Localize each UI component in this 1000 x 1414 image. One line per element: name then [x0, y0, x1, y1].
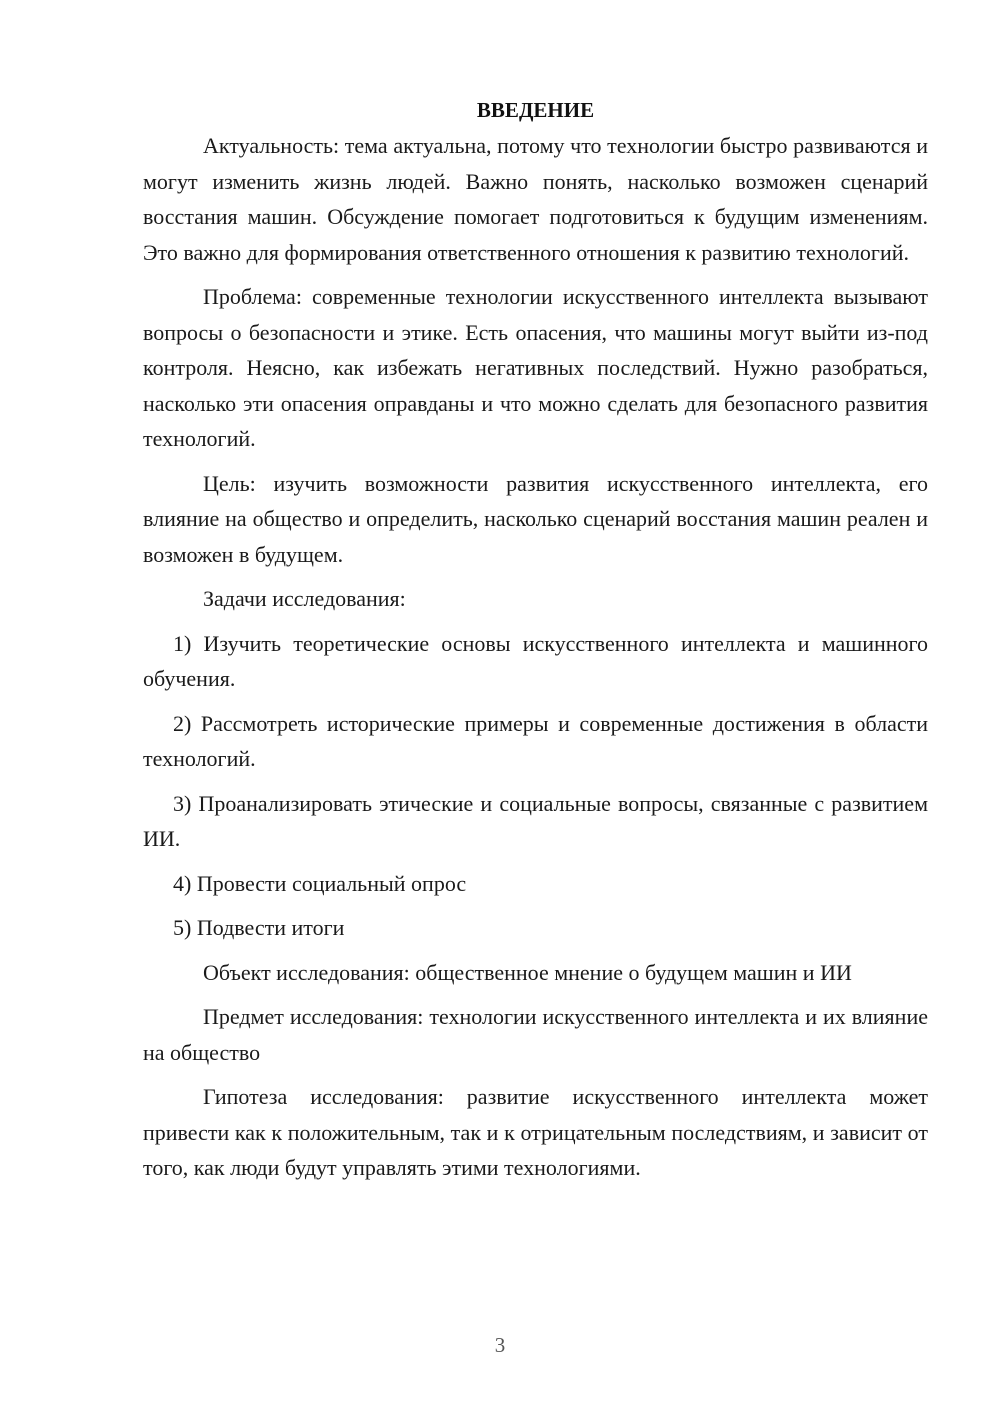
page-content: [143, 92, 928, 1186]
task-item-3: 3) Проанализировать этические и социальные вопросы, связанные с развитием ИИ.: [143, 790, 928, 851]
paragraph-goal: Цель: изучить возможности развития искусственного интеллекта, его влияние на общество и определить, насколько сценарий восстания машин реален и возможен в будущем.: [143, 470, 928, 567]
task-item-1: 1) Изучить теоретические основы искусственного интеллекта и машинного обучения.: [143, 630, 928, 691]
paragraph-object: Объект исследования: общественное мнение о будущем машин и ИИ: [203, 959, 852, 985]
section-heading: ВВЕДЕНИЕ: [476, 98, 595, 122]
task-item-4: 4) Провести социальный опрос: [173, 870, 467, 896]
page-number: 3: [494, 1333, 506, 1357]
task-item-2: 2) Рассмотреть исторические примеры и современные достижения в области технологий.: [143, 710, 928, 771]
paragraph-relevance: Актуальность: тема актуальна, потому что технологии быстро развиваются и могут изменить жизнь людей. Важно понять, насколько возможен сценарий восстания машин. Обсуждение помогает подготовиться к будущим изменениям. Это важно для формирования ответственного отношения к развитию технологий.: [143, 133, 928, 265]
tasks-heading: Задачи исследования:: [203, 586, 406, 611]
paragraph-problem: Проблема: современные технологии искусственного интеллекта вызывают вопросы о безопасности и этике. Есть опасения, что машины могут выйти из-под контроля. Неясно, как избежать негативных последствий. Нужно разобраться, насколько эти опасения оправданы и что можно сделать для безопасного развития технологий.: [143, 284, 928, 451]
paragraph-subject: Предмет исследования: технологии искусственного интеллекта и их влияние на общество: [143, 1004, 928, 1065]
paragraph-hypothesis: Гипотеза исследования: развитие искусственного интеллекта может привести как к положительным, так и к отрицательным последствиям, и зависит от того, как люди будут управлять этими технологиями.: [143, 1084, 928, 1180]
task-item-5: 5) Подвести итоги: [173, 915, 345, 940]
